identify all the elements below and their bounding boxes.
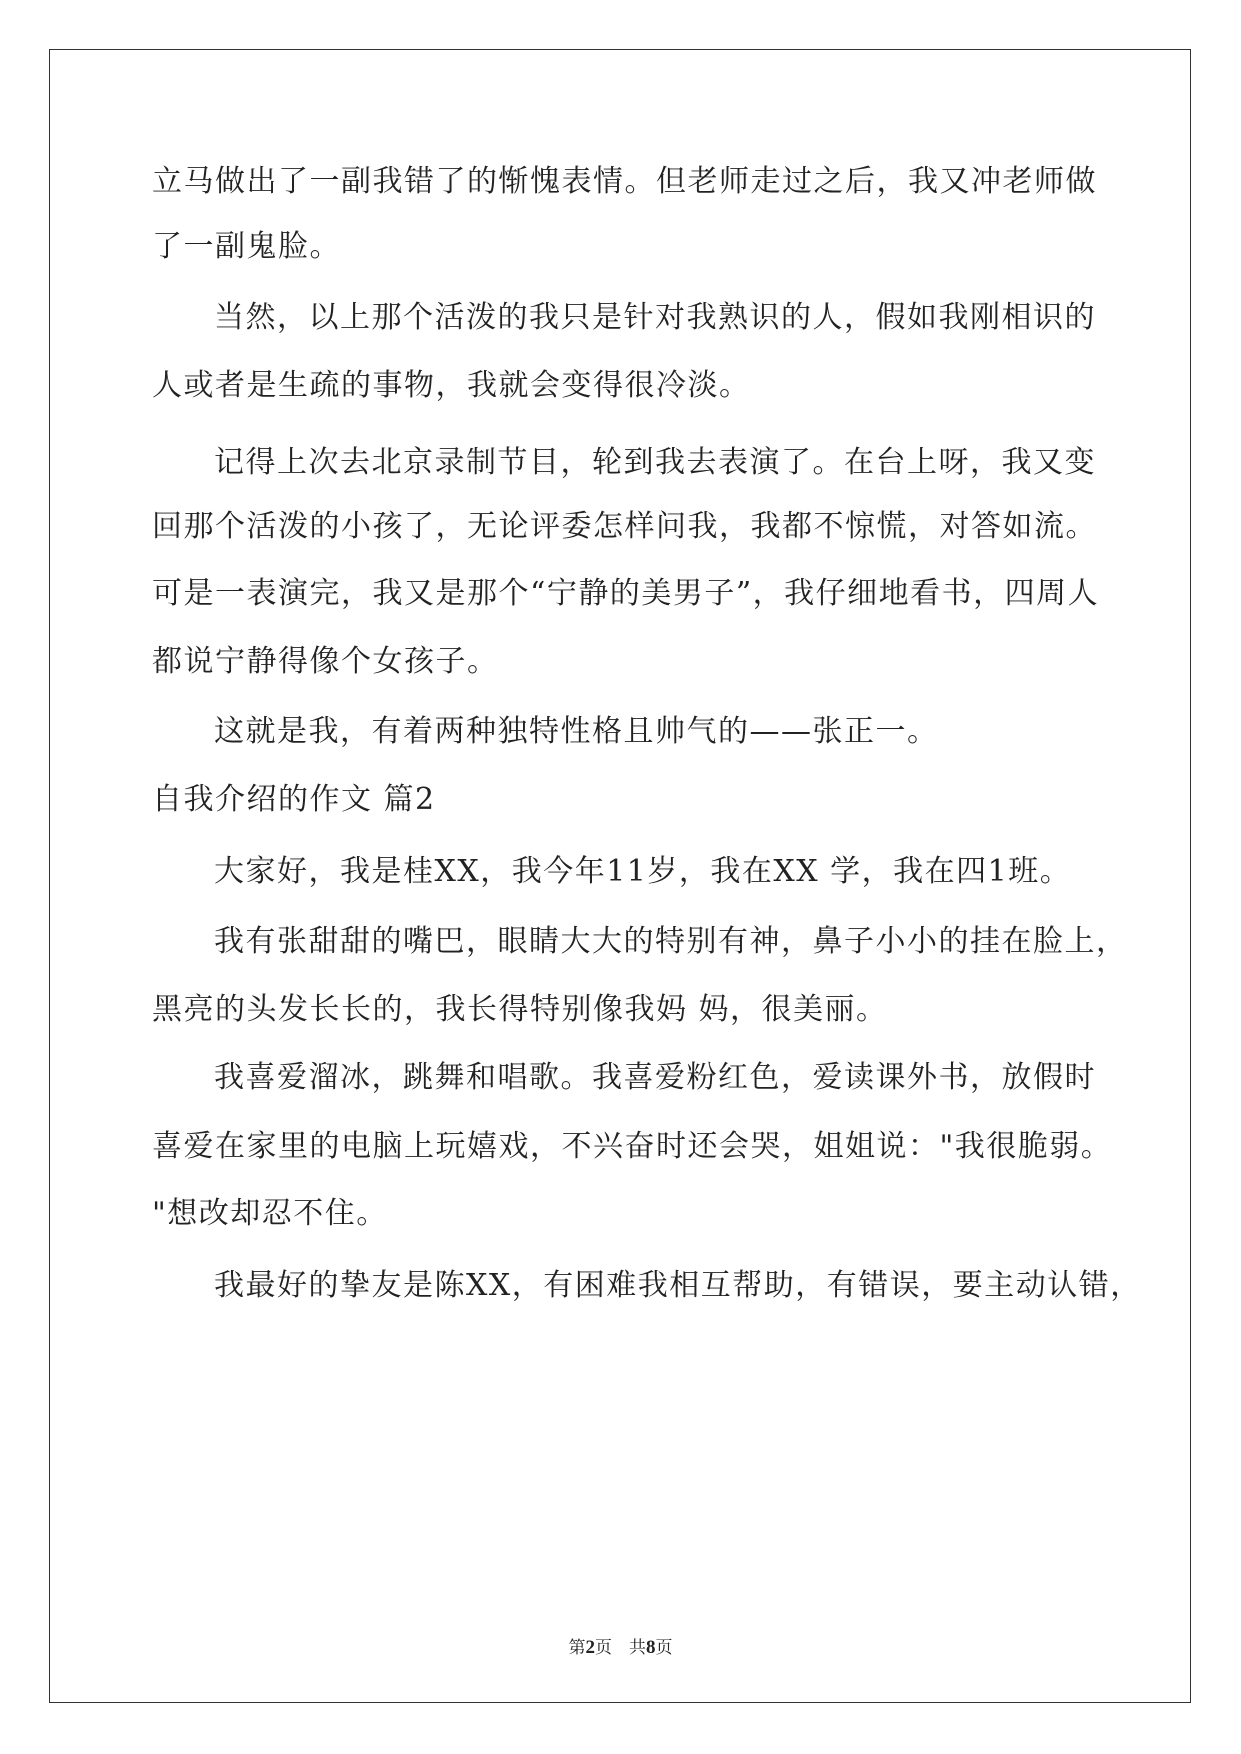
- page-footer: [0, 1636, 1241, 1660]
- page-prefix: 第: [568, 1638, 586, 1658]
- text-line: 记得上次去北京录制节目，轮到我去表演了。在台上呀，我又变: [214, 445, 1096, 480]
- section-heading: 自我介绍的作文 篇2: [152, 782, 436, 817]
- page-suffix: 页: [655, 1638, 673, 1658]
- text-line: 大家好，我是桂XX，我今年11岁，我在XX 学，我在四1班。: [214, 854, 1072, 889]
- text-line: 我有张甜甜的嘴巴，眼睛大大的特别有神，鼻子小小的挂在脸上，: [214, 924, 1128, 959]
- text-line: 立马做出了一副我错了的惭愧表情。但老师走过之后，我又冲老师做: [152, 164, 1097, 199]
- text-line: 可是一表演完，我又是那个“宁静的美男子”，我仔细地看书，四周人: [152, 576, 1100, 611]
- page-mid: 页 共: [595, 1638, 646, 1658]
- page-total: 8: [646, 1637, 656, 1658]
- text-line: 了一副鬼脸。: [152, 229, 341, 264]
- text-line: 我喜爱溜冰，跳舞和唱歌。我喜爱粉红色，爱读课外书，放假时: [214, 1060, 1096, 1095]
- text-line: "想改却忍不住。: [152, 1196, 388, 1231]
- text-line: 人或者是生疏的事物，我就会变得很冷淡。: [152, 368, 751, 403]
- text-line: 回那个活泼的小孩了，无论评委怎样问我，我都不惊慌，对答如流。: [152, 509, 1097, 544]
- text-line: 黑亮的头发长长的，我长得特别像我妈 妈，很美丽。: [152, 992, 888, 1027]
- text-line: 我最好的挚友是陈XX，有困难我相互帮助，有错误，要主动认错，: [214, 1268, 1142, 1303]
- text-line: 都说宁静得像个女孩子。: [152, 644, 499, 679]
- text-line: 当然，以上那个活泼的我只是针对我熟识的人，假如我刚相识的: [214, 300, 1096, 335]
- page-current: 2: [585, 1637, 595, 1658]
- text-line: 这就是我，有着两种独特性格且帅气的——张正一。: [214, 714, 939, 749]
- text-line: 喜爱在家里的电脑上玩嬉戏，不兴奋时还会哭，姐姐说："我很脆弱。: [152, 1129, 1113, 1164]
